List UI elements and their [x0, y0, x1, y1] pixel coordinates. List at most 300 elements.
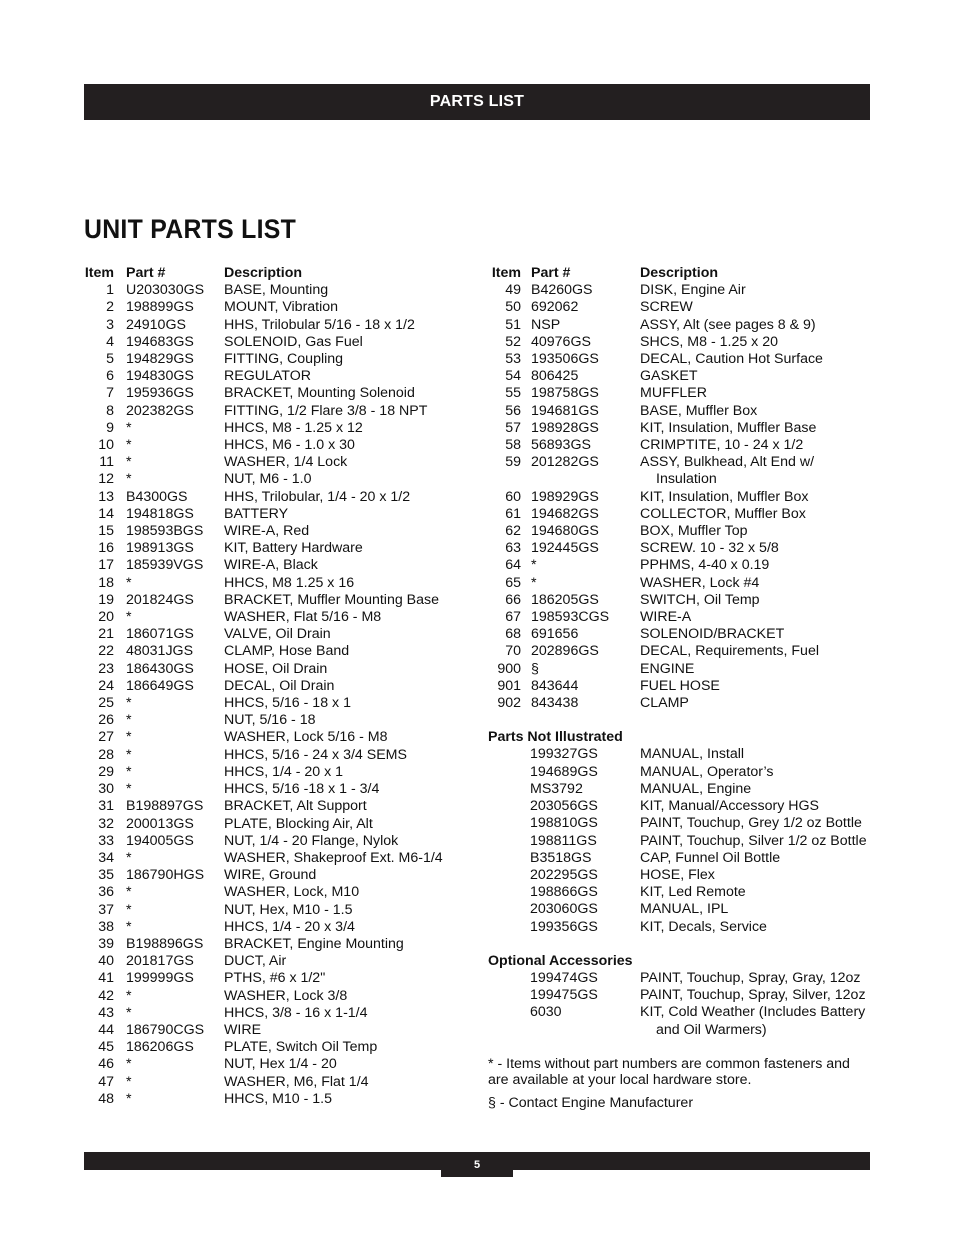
item-number: 57 [505, 419, 521, 436]
part-description: WASHER, Lock 5/16 - M8 [224, 729, 388, 746]
item-number: 1 [106, 282, 114, 299]
parts-rows-right [488, 282, 878, 712]
item-number: 31 [98, 798, 114, 815]
part-description: HOSE, Oil Drain [224, 660, 328, 677]
part-number: 186790CGS [126, 1021, 205, 1038]
part-description: GASKET [640, 368, 698, 385]
list-item [488, 850, 878, 867]
part-description: BRACKET, Engine Mounting [224, 935, 404, 952]
table-row [84, 540, 464, 557]
part-description: WASHER, Shakeproof Ext. M6-1/4 [224, 849, 443, 866]
item-number: 48 [98, 1090, 114, 1107]
table-row [84, 678, 464, 695]
part-number: 194681GS [531, 402, 599, 419]
part-description: KIT, Manual/Accessory HGS [640, 798, 819, 815]
part-number: 200013GS [126, 815, 194, 832]
table-row [84, 437, 464, 454]
item-number: 47 [98, 1073, 114, 1090]
part-description: PAINT, Touchup, Spray, Gray, 12oz [640, 969, 861, 986]
part-number: * [126, 763, 132, 780]
part-number: 198810GS [530, 815, 598, 832]
item-number: 16 [98, 540, 114, 557]
part-number: 186430GS [126, 660, 194, 677]
list-item-continuation [488, 1022, 878, 1039]
item-number: 13 [98, 488, 114, 505]
part-number: * [126, 471, 132, 488]
item-number: 6 [106, 368, 114, 385]
part-number: 843438 [531, 695, 579, 712]
table-row [84, 816, 464, 833]
part-number: 194689GS [530, 763, 598, 780]
table-row [488, 540, 878, 557]
item-number: 45 [98, 1039, 114, 1056]
table-row [488, 575, 878, 592]
part-description: WIRE [224, 1021, 262, 1038]
table-row [84, 317, 464, 334]
table-row [84, 1074, 464, 1091]
part-description: PAINT, Touchup, Grey 1/2 oz Bottle [640, 815, 862, 832]
part-number: 186790HGS [126, 867, 205, 884]
part-number: 203056GS [530, 798, 598, 815]
part-description: BRACKET, Alt Support [224, 798, 367, 815]
item-number: 34 [98, 849, 114, 866]
list-item [488, 884, 878, 901]
part-description: NUT, 1/4 - 20 Flange, Nylok [224, 832, 399, 849]
part-number: MS3792 [530, 780, 583, 797]
table-row [84, 489, 464, 506]
part-description: VALVE, Oil Drain [224, 626, 331, 643]
item-number: 42 [98, 987, 114, 1004]
table-row [488, 420, 878, 437]
table-row [84, 1056, 464, 1073]
part-description: MUFFLER [640, 385, 707, 402]
part-number: 194683GS [126, 333, 194, 350]
part-description: ASSY, Bulkhead, Alt End w/ [640, 454, 815, 471]
part-number: 198928GS [531, 419, 599, 436]
part-number: * [126, 695, 132, 712]
table-row [84, 643, 464, 660]
table-row [488, 403, 878, 420]
part-description: PAINT, Touchup, Spray, Silver, 12oz [640, 987, 866, 1004]
part-number: 195936GS [126, 385, 194, 402]
item-number: 22 [98, 643, 114, 660]
table-row [488, 489, 878, 506]
parts-table-left [84, 265, 464, 1108]
part-number: 692062 [531, 299, 579, 316]
table-row [84, 351, 464, 368]
part-description: SOLENOID, Gas Fuel [224, 333, 363, 350]
part-description: HHCS, M6 - 1.0 x 30 [224, 437, 355, 454]
part-description: FITTING, Coupling [224, 351, 344, 368]
part-description: WIRE-A, Red [224, 523, 310, 540]
table-row [84, 575, 464, 592]
page-number: 5 [441, 1152, 513, 1177]
part-number: 198929GS [531, 488, 599, 505]
part-description: SOLENOID/BRACKET [640, 626, 785, 643]
part-description: DECAL, Oil Drain [224, 677, 335, 694]
column-header-description: Description [640, 265, 719, 281]
part-number: * [531, 574, 537, 591]
part-description: KIT, Cold Weather (Includes Battery [640, 1004, 866, 1021]
item-number: 36 [98, 884, 114, 901]
part-number: 199475GS [530, 987, 598, 1004]
list-item [488, 746, 878, 763]
item-number: 20 [98, 609, 114, 626]
part-description: BASE, Muffler Box [640, 402, 758, 419]
table-row [488, 506, 878, 523]
table-row [84, 454, 464, 471]
part-number: * [126, 729, 132, 746]
part-number: B198897GS [126, 798, 204, 815]
part-number: 201282GS [531, 454, 599, 471]
table-row [84, 334, 464, 351]
column-header-item: Item [491, 265, 521, 281]
part-number: B198896GS [126, 935, 204, 952]
item-number: 68 [505, 626, 521, 643]
part-number: 194680GS [531, 523, 599, 540]
table-row [488, 282, 878, 299]
part-number: * [126, 1056, 132, 1073]
table-row [84, 902, 464, 919]
part-description: KIT, Battery Hardware [224, 540, 363, 557]
part-description: KIT, Decals, Service [640, 918, 767, 935]
part-number: 24910GS [126, 316, 186, 333]
part-number: * [126, 574, 132, 591]
part-number: * [126, 901, 132, 918]
item-number: 53 [505, 351, 521, 368]
table-row [84, 299, 464, 316]
part-number: B4260GS [531, 282, 593, 299]
part-number: 194005GS [126, 832, 194, 849]
part-number: 194829GS [126, 351, 194, 368]
item-number: 33 [98, 832, 114, 849]
part-number: 194830GS [126, 368, 194, 385]
table-row [84, 764, 464, 781]
part-number: 201824GS [126, 591, 194, 608]
part-number: 198811GS [530, 832, 597, 849]
empty-cell [521, 471, 640, 488]
part-description: WIRE-A, Black [224, 557, 318, 574]
part-number: 6030 [530, 1004, 562, 1021]
table-row [488, 557, 878, 574]
part-description-continued: and Oil Warmers) [656, 1021, 767, 1038]
part-description: WASHER, Flat 5/16 - M8 [224, 609, 382, 626]
part-description: HHS, Trilobular 5/16 - 18 x 1/2 [224, 316, 415, 333]
item-number: 4 [106, 333, 114, 350]
part-description: HHCS, 1/4 - 20 x 3/4 [224, 918, 355, 935]
column-header-description: Description [224, 265, 303, 281]
item-number: 70 [505, 643, 521, 660]
item-number: 24 [98, 677, 114, 694]
item-number: 902 [497, 695, 521, 712]
item-number: 23 [98, 660, 114, 677]
parts-rows-left [84, 282, 464, 1108]
part-description: CRIMPTITE, 10 - 24 x 1/2 [640, 437, 804, 454]
table-row [84, 712, 464, 729]
part-number: U203030GS [126, 282, 205, 299]
part-number: 198593BGS [126, 523, 204, 540]
table-row [84, 403, 464, 420]
part-number: 185939VGS [126, 557, 204, 574]
part-description: DUCT, Air [224, 953, 287, 970]
table-row [84, 833, 464, 850]
part-description: BASE, Mounting [224, 282, 329, 299]
part-number: * [126, 609, 132, 626]
item-number: 51 [505, 316, 521, 333]
part-description: REGULATOR [224, 368, 311, 385]
table-row [84, 1005, 464, 1022]
column-header-part: Part # [126, 265, 166, 281]
table-row [84, 420, 464, 437]
table-row [488, 317, 878, 334]
table-row [488, 523, 878, 540]
part-number: 201817GS [126, 953, 194, 970]
item-number: 37 [98, 901, 114, 918]
part-number: 202382GS [126, 402, 194, 419]
table-row [84, 626, 464, 643]
not-illustrated-title: Parts Not Illustrated [488, 729, 623, 746]
table-row [84, 919, 464, 936]
item-number: 55 [505, 385, 521, 402]
part-number: * [126, 712, 132, 729]
item-number: 60 [505, 488, 521, 505]
part-description: MANUAL, IPL [640, 901, 729, 918]
part-number: 186206GS [126, 1039, 194, 1056]
optional-accessories-list [488, 970, 878, 1039]
part-description: PAINT, Touchup, Silver 1/2 oz Bottle [640, 832, 867, 849]
item-number: 52 [505, 333, 521, 350]
part-number: NSP [531, 316, 561, 333]
part-description: BOX, Muffler Top [640, 523, 748, 540]
part-number: 186071GS [126, 626, 194, 643]
optional-accessories-title: Optional Accessories [488, 952, 633, 969]
part-description: KIT, Insulation, Muffler Box [640, 488, 809, 505]
table-row [488, 592, 878, 609]
part-number: * [126, 849, 132, 866]
table-row [84, 661, 464, 678]
table-row [84, 988, 464, 1005]
section-header-bar [84, 84, 870, 120]
part-description: BRACKET, Muffler Mounting Base [224, 591, 440, 608]
column-header-item: Item [84, 265, 114, 281]
part-description: WASHER, 1/4 Lock [224, 454, 348, 471]
part-number: 199474GS [530, 969, 598, 986]
part-description: BRACKET, Mounting Solenoid [224, 385, 415, 402]
part-description: MANUAL, Engine [640, 780, 752, 797]
part-number: 56893GS [531, 437, 591, 454]
part-description: WASHER, Lock 3/8 [224, 987, 348, 1004]
part-description: SHCS, M8 - 1.25 x 20 [640, 333, 778, 350]
part-description: HHCS, 3/8 - 16 x 1-1/4 [224, 1004, 368, 1021]
part-number: 198866GS [530, 884, 598, 901]
table-row [488, 626, 878, 643]
part-number: B3518GS [530, 849, 592, 866]
item-number: 30 [98, 781, 114, 798]
item-number: 29 [98, 763, 114, 780]
list-item [488, 798, 878, 815]
item-number: 64 [505, 557, 521, 574]
item-number: 39 [98, 935, 114, 952]
list-item [488, 815, 878, 832]
item-number: 59 [505, 454, 521, 471]
section-header-title: PARTS LIST [429, 93, 525, 110]
list-item [488, 764, 878, 781]
table-header [488, 265, 878, 282]
table-header [84, 265, 464, 282]
list-item [488, 970, 878, 987]
item-number: 901 [497, 677, 521, 694]
part-number: 193506GS [531, 351, 599, 368]
table-row [84, 1022, 464, 1039]
list-item [488, 1004, 878, 1021]
item-number: 18 [98, 574, 114, 591]
table-row [84, 1091, 464, 1108]
item-number: 62 [505, 523, 521, 540]
part-number: 194818GS [126, 505, 194, 522]
part-number: * [126, 918, 132, 935]
item-number: 43 [98, 1004, 114, 1021]
item-number: 8 [106, 402, 114, 419]
list-item [488, 901, 878, 918]
part-description: DISK, Engine Air [640, 282, 746, 299]
part-description: WASHER, Lock #4 [640, 574, 760, 591]
item-number: 40 [98, 953, 114, 970]
item-number: 17 [98, 557, 114, 574]
item-number: 9 [106, 419, 114, 436]
part-description: ASSY, Alt (see pages 8 & 9) [640, 316, 816, 333]
table-row [488, 437, 878, 454]
part-number: 843644 [531, 677, 579, 694]
table-row [488, 695, 878, 712]
table-row [488, 299, 878, 316]
part-description: DECAL, Caution Hot Surface [640, 351, 823, 368]
table-row [84, 523, 464, 540]
item-number: 65 [505, 574, 521, 591]
part-number: B4300GS [126, 488, 188, 505]
table-row [488, 368, 878, 385]
part-number: 198899GS [126, 299, 194, 316]
fasteners-note: * - Items without part numbers are common fasteners and are available at your local hardware store. [488, 1055, 850, 1089]
part-number: * [126, 884, 132, 901]
table-row [84, 609, 464, 626]
part-description: ENGINE [640, 660, 695, 677]
list-item [488, 919, 878, 936]
part-number: * [126, 1090, 132, 1107]
item-number: 25 [98, 695, 114, 712]
part-number: 198913GS [126, 540, 194, 557]
part-description: HHCS, 5/16 - 24 x 3/4 SEMS [224, 746, 407, 763]
part-number: * [126, 1004, 132, 1021]
item-number: 32 [98, 815, 114, 832]
part-description: MANUAL, Operator’s [640, 763, 774, 780]
part-number: * [126, 746, 132, 763]
item-number: 58 [505, 437, 521, 454]
part-number: 691656 [531, 626, 579, 643]
part-description: PLATE, Switch Oil Temp [224, 1039, 378, 1056]
table-row [84, 695, 464, 712]
table-row [84, 506, 464, 523]
item-number: 63 [505, 540, 521, 557]
item-number: 14 [98, 505, 114, 522]
list-item [488, 781, 878, 798]
part-number: 203060GS [530, 901, 598, 918]
item-number: 5 [106, 351, 114, 368]
table-row [84, 1039, 464, 1056]
table-row [84, 936, 464, 953]
table-row [84, 282, 464, 299]
part-number: * [531, 557, 537, 574]
item-number: 44 [98, 1021, 114, 1038]
table-row [84, 592, 464, 609]
list-item [488, 987, 878, 1004]
part-description: WIRE, Ground [224, 867, 317, 884]
table-row [84, 747, 464, 764]
list-item [488, 867, 878, 884]
part-number: 194682GS [531, 505, 599, 522]
part-description: CAP, Funnel Oil Bottle [640, 849, 781, 866]
part-description: HHCS, 1/4 - 20 x 1 [224, 763, 344, 780]
part-number: 186205GS [531, 591, 599, 608]
item-number: 66 [505, 591, 521, 608]
item-number: 26 [98, 712, 114, 729]
part-number: 198758GS [531, 385, 599, 402]
item-number: 10 [98, 437, 114, 454]
table-row [488, 609, 878, 626]
part-description: HHCS, M8 1.25 x 16 [224, 574, 355, 591]
part-number: * [126, 1073, 132, 1090]
part-description: HHCS, 5/16 - 18 x 1 [224, 695, 351, 712]
table-row [488, 385, 878, 402]
part-description: DECAL, Requirements, Fuel [640, 643, 819, 660]
part-description: NUT, Hex, M10 - 1.5 [224, 901, 353, 918]
part-description: FUEL HOSE [640, 677, 720, 694]
item-number: 2 [106, 299, 114, 316]
part-description: NUT, Hex 1/4 - 20 [224, 1056, 337, 1073]
table-row [84, 385, 464, 402]
part-description: PLATE, Blocking Air, Alt [224, 815, 373, 832]
part-description: HHCS, M8 - 1.25 x 12 [224, 419, 363, 436]
item-number: 28 [98, 746, 114, 763]
table-row-continuation [488, 471, 878, 488]
item-number: 61 [505, 505, 521, 522]
part-number: * [126, 781, 132, 798]
table-row [84, 867, 464, 884]
part-description: MANUAL, Install [640, 746, 745, 763]
part-description: PPHMS, 4-40 x 0.19 [640, 557, 770, 574]
part-description: KIT, Insulation, Muffler Base [640, 419, 817, 436]
part-number: * [126, 987, 132, 1004]
table-row [84, 953, 464, 970]
part-number: 202295GS [530, 866, 598, 883]
item-number: 38 [98, 918, 114, 935]
table-row [488, 454, 878, 471]
table-row [84, 970, 464, 987]
table-row [488, 661, 878, 678]
part-description: HHCS, 5/16 -18 x 1 - 3/4 [224, 781, 380, 798]
part-description: HOSE, Flex [640, 866, 715, 883]
table-row [84, 781, 464, 798]
table-row [488, 351, 878, 368]
table-row [84, 850, 464, 867]
item-number: 41 [98, 970, 114, 987]
part-number: 199327GS [530, 746, 598, 763]
part-number: * [126, 437, 132, 454]
item-number: 54 [505, 368, 521, 385]
part-description: SWITCH, Oil Temp [640, 591, 760, 608]
item-number: 19 [98, 591, 114, 608]
part-description: SCREW [640, 299, 693, 316]
page-title: UNIT PARTS LIST [84, 214, 297, 244]
